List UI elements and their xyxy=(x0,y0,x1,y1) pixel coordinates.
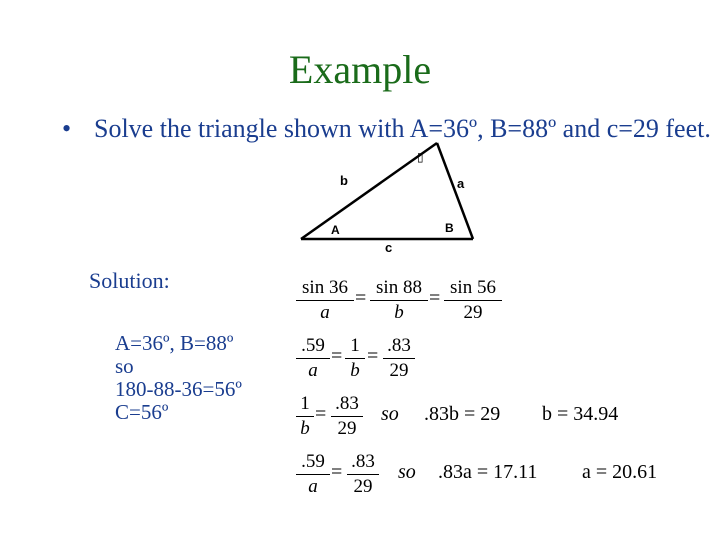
top-vertex-mark: ▯ xyxy=(417,150,424,164)
equation-result: b = 34.94 xyxy=(542,403,619,425)
so-word: so xyxy=(381,403,399,425)
solution-label: Solution: xyxy=(89,268,170,293)
fraction: $\frac{.83}{29}$ xyxy=(331,392,363,441)
fraction: $\frac{.83}{29}$ xyxy=(383,334,415,383)
equation-step: .83a = 17.11 xyxy=(438,461,538,483)
fraction: $\frac{\sin 36}{a}$ xyxy=(296,276,354,325)
equals-sign: = xyxy=(429,287,441,309)
fraction: $\frac{\sin 88}{b}$ xyxy=(370,276,428,325)
problem-text: Solve the triangle shown with A=36º, B=88º and c=29 feet. xyxy=(94,114,711,143)
vertex-a-label: A xyxy=(331,223,340,237)
given-line: A=36º, B=88º xyxy=(115,331,234,355)
bullet-dot: • xyxy=(62,114,72,143)
fraction: $\frac{.59}{a}$ xyxy=(296,334,330,383)
given-line: so xyxy=(115,354,134,378)
side-b-label: b xyxy=(340,173,348,188)
fraction: $\frac{1}{b}$ xyxy=(345,334,365,383)
fraction: $\frac{.59}{a}$ xyxy=(296,450,330,499)
side-a-line xyxy=(437,143,473,239)
equals-sign: = xyxy=(367,345,379,367)
fraction: $\frac{.83}{29}$ xyxy=(347,450,379,499)
side-c-label: c xyxy=(385,240,393,255)
given-values xyxy=(115,332,242,424)
equals-sign: = xyxy=(315,403,327,425)
equals-sign: = xyxy=(355,287,367,309)
given-line: 180-88-36=56º xyxy=(115,377,242,401)
slide-title: Example xyxy=(288,47,432,92)
equation-step: .83b = 29 xyxy=(424,403,501,425)
side-a-label: a xyxy=(457,176,465,191)
fraction: $\frac{1}{b}$ xyxy=(296,392,314,441)
so-word: so xyxy=(398,461,416,483)
equals-sign: = xyxy=(331,461,343,483)
vertex-b-label: B xyxy=(445,221,454,235)
equation-result: a = 20.61 xyxy=(582,461,658,483)
equals-sign: = xyxy=(331,345,343,367)
fraction: $\frac{\sin 56}{29}$ xyxy=(444,276,502,325)
given-line: C=56º xyxy=(115,400,169,424)
triangle-diagram xyxy=(295,140,485,255)
